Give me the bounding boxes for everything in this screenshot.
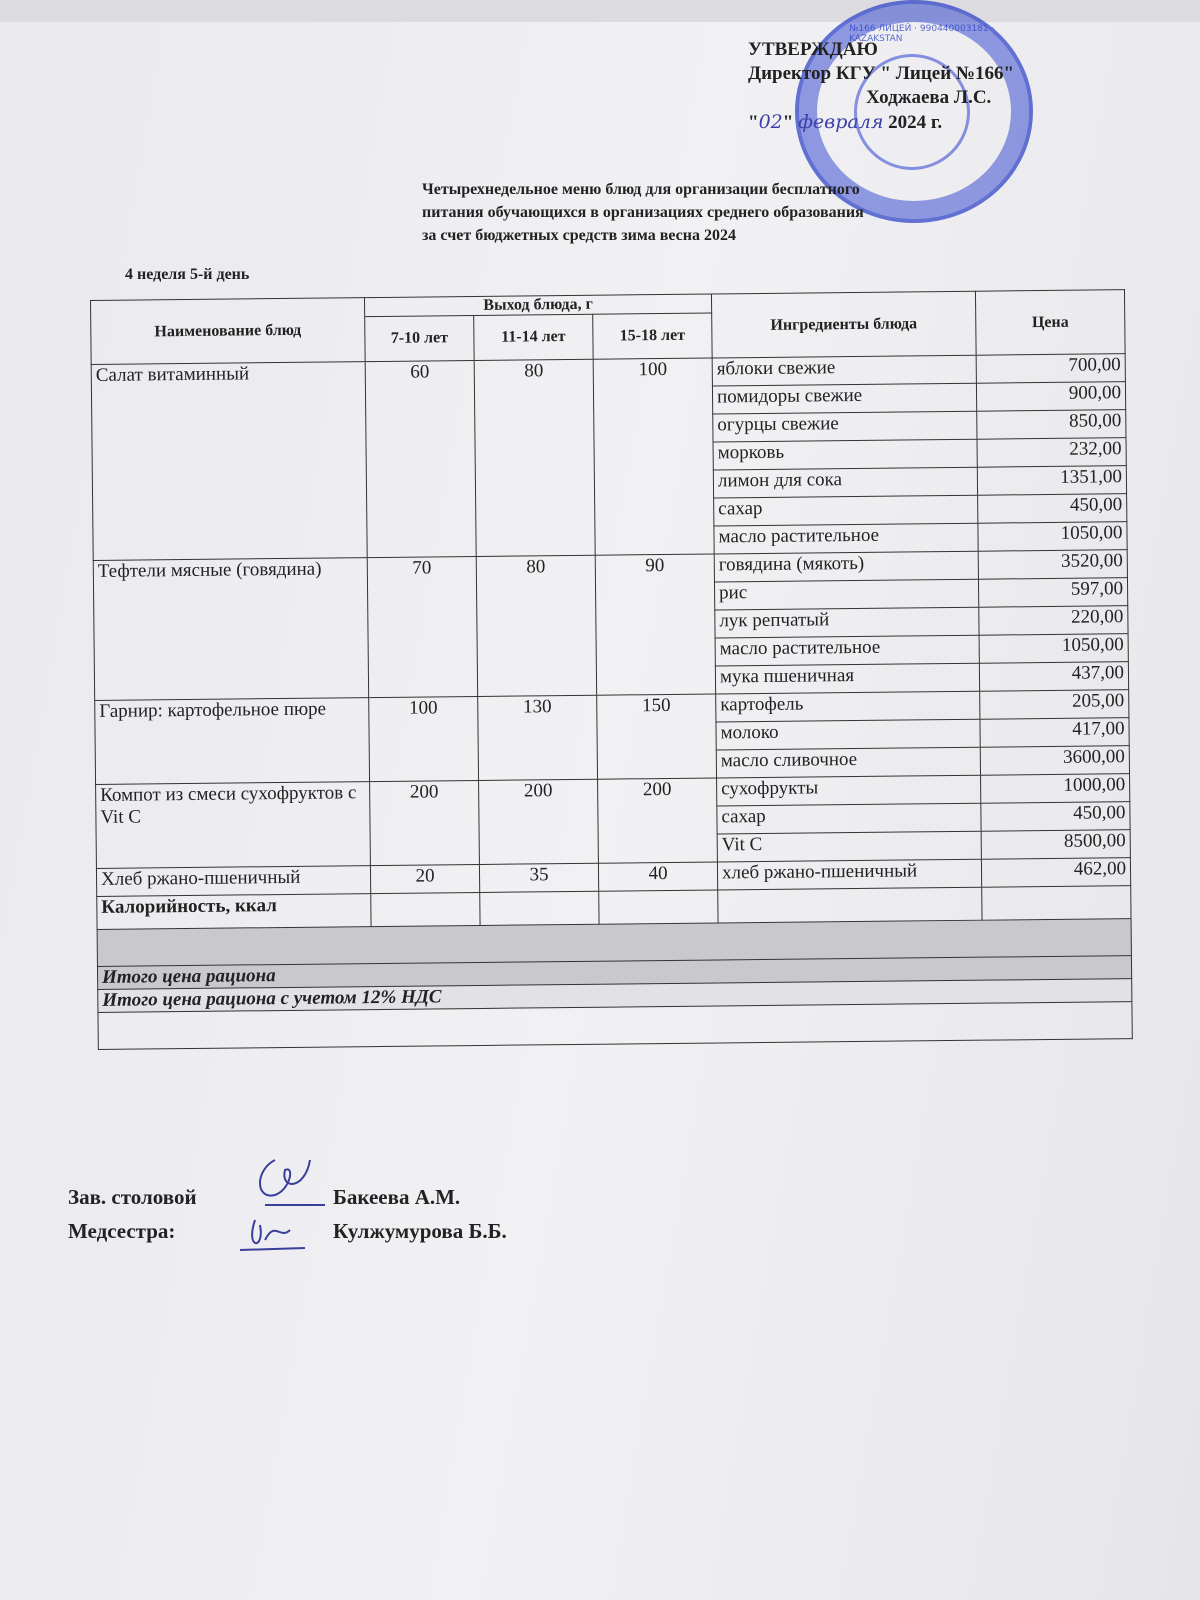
document-title: Четырехнедельное меню блюд для организации бесплатного питания обучающихся в организациях среднего образования за счет бюджетных средств зима весна 2024 <box>422 181 864 244</box>
dish-name: Хлеб ржано-пшеничный <box>96 866 370 897</box>
ingredient-name: масло растительное <box>714 523 978 554</box>
ingredient-price: 417,00 <box>980 718 1129 748</box>
ingredient-name: говядина (мякоть) <box>714 551 978 582</box>
dish-name: Гарнир: картофельное пюре <box>95 698 370 785</box>
date-month: февраля <box>798 111 884 133</box>
dish-name: Компот из смеси сухофруктов с Vit C <box>96 782 371 869</box>
ingredient-name: картофель <box>716 691 980 722</box>
ingredient-name: масло растительное <box>715 635 979 666</box>
ingredient-name: яблоки свежие <box>712 355 976 386</box>
ingredient-price: 462,00 <box>981 858 1130 888</box>
yield-11-14: 130 <box>478 695 598 780</box>
ingredient-price: 8500,00 <box>981 830 1130 860</box>
ingredient-price: 1351,00 <box>977 466 1126 496</box>
calories-cell <box>982 886 1131 921</box>
ingredient-name: Vit C <box>717 831 981 862</box>
header-ingredients: Ингредиенты блюда <box>711 291 976 358</box>
calories-cell <box>718 887 982 923</box>
ingredient-price: 3600,00 <box>980 746 1129 776</box>
ingredient-price: 205,00 <box>980 690 1129 720</box>
ingredient-price: 700,00 <box>976 354 1125 384</box>
yield-7-10: 20 <box>370 864 479 893</box>
calories-cell <box>599 890 718 924</box>
approval-director-name: Ходжаева Л.С. <box>866 87 992 108</box>
approval-date: "02" февраля 2024 г. <box>748 111 943 133</box>
header-age-11-14: 11-14 лет <box>474 314 593 360</box>
yield-15-18: 100 <box>593 358 714 555</box>
ingredient-price: 232,00 <box>977 438 1126 468</box>
calories-label: Калорийность, ккал <box>97 894 371 930</box>
total-label: Итого цена рациона <box>97 956 1131 990</box>
calories-cell <box>371 892 480 926</box>
ingredient-price: 1050,00 <box>979 634 1128 664</box>
ingredient-name: морковь <box>713 439 977 470</box>
yield-15-18: 150 <box>597 694 717 779</box>
ingredient-name: мука пшеничная <box>715 663 979 694</box>
ingredient-name: рис <box>714 579 978 610</box>
ingredient-price: 597,00 <box>978 578 1127 608</box>
approval-heading: УТВЕРЖДАЮ <box>748 39 878 60</box>
menu-table <box>90 289 1133 1050</box>
ingredient-name: огурцы свежие <box>713 411 977 442</box>
yield-7-10: 70 <box>367 556 477 697</box>
yield-11-14: 80 <box>474 359 595 556</box>
ingredient-price: 220,00 <box>979 606 1128 636</box>
ingredient-price: 3520,00 <box>978 550 1127 580</box>
ingredient-price: 900,00 <box>976 382 1125 412</box>
paper-edge <box>0 0 1200 22</box>
approval-block <box>748 38 1014 135</box>
ingredient-name: помидоры свежие <box>712 383 976 414</box>
date-year: 2024 г. <box>888 112 943 133</box>
yield-7-10: 60 <box>365 360 476 557</box>
yield-7-10: 200 <box>370 780 480 865</box>
yield-11-14: 200 <box>479 779 599 864</box>
ingredient-price: 450,00 <box>978 494 1127 524</box>
ingredient-name: сахар <box>717 803 981 834</box>
dish-name: Тефтели мясные (говядина) <box>93 558 368 701</box>
ingredient-price: 450,00 <box>981 802 1130 832</box>
signature-row: Зав. столовой Бакеева А.М. <box>68 1185 461 1209</box>
date-day: 02 <box>758 111 783 133</box>
yield-15-18: 200 <box>598 778 718 863</box>
calories-cell <box>480 891 599 925</box>
dish-name: Салат витаминный <box>91 362 367 561</box>
yield-15-18: 40 <box>598 862 717 891</box>
header-age-7-10: 7-10 лет <box>365 315 474 361</box>
ingredient-name: сахар <box>714 495 978 526</box>
week-day-label: 4 неделя 5-й день <box>125 266 250 283</box>
yield-7-10: 100 <box>369 696 479 781</box>
yield-15-18: 90 <box>595 554 715 695</box>
ingredient-price: 1050,00 <box>978 522 1127 552</box>
yield-11-14: 35 <box>479 863 598 892</box>
stamp-text: №166 ЛИЦЕЙ · 990440003181 · KAZAKSTAN <box>849 24 995 44</box>
header-dish-name: Наименование блюд <box>91 298 366 365</box>
ingredient-price: 850,00 <box>977 410 1126 440</box>
signature-row: Медсестра: Кулжумурова Б.Б. <box>68 1219 507 1243</box>
signatures <box>68 1180 507 1248</box>
total-vat-label: Итого цена рациона с учетом 12% НДС <box>98 979 1132 1013</box>
ingredient-name: лимон для сока <box>713 467 977 498</box>
ingredient-name: молоко <box>716 719 980 750</box>
header-price: Цена <box>975 290 1125 356</box>
ingredient-price: 437,00 <box>979 662 1128 692</box>
ingredient-name: хлеб ржано-пшеничный <box>717 859 981 890</box>
approval-position: Директор КГУ " Лицей №166" <box>748 63 1015 84</box>
ingredient-name: масло сливочное <box>716 747 980 778</box>
ingredient-price: 1000,00 <box>981 774 1130 804</box>
header-age-15-18: 15-18 лет <box>593 313 712 359</box>
ingredient-name: лук репчатый <box>715 607 979 638</box>
header-yield: Выход блюда, г <box>364 294 711 317</box>
ingredient-name: сухофрукты <box>717 775 981 806</box>
yield-11-14: 80 <box>476 555 596 696</box>
